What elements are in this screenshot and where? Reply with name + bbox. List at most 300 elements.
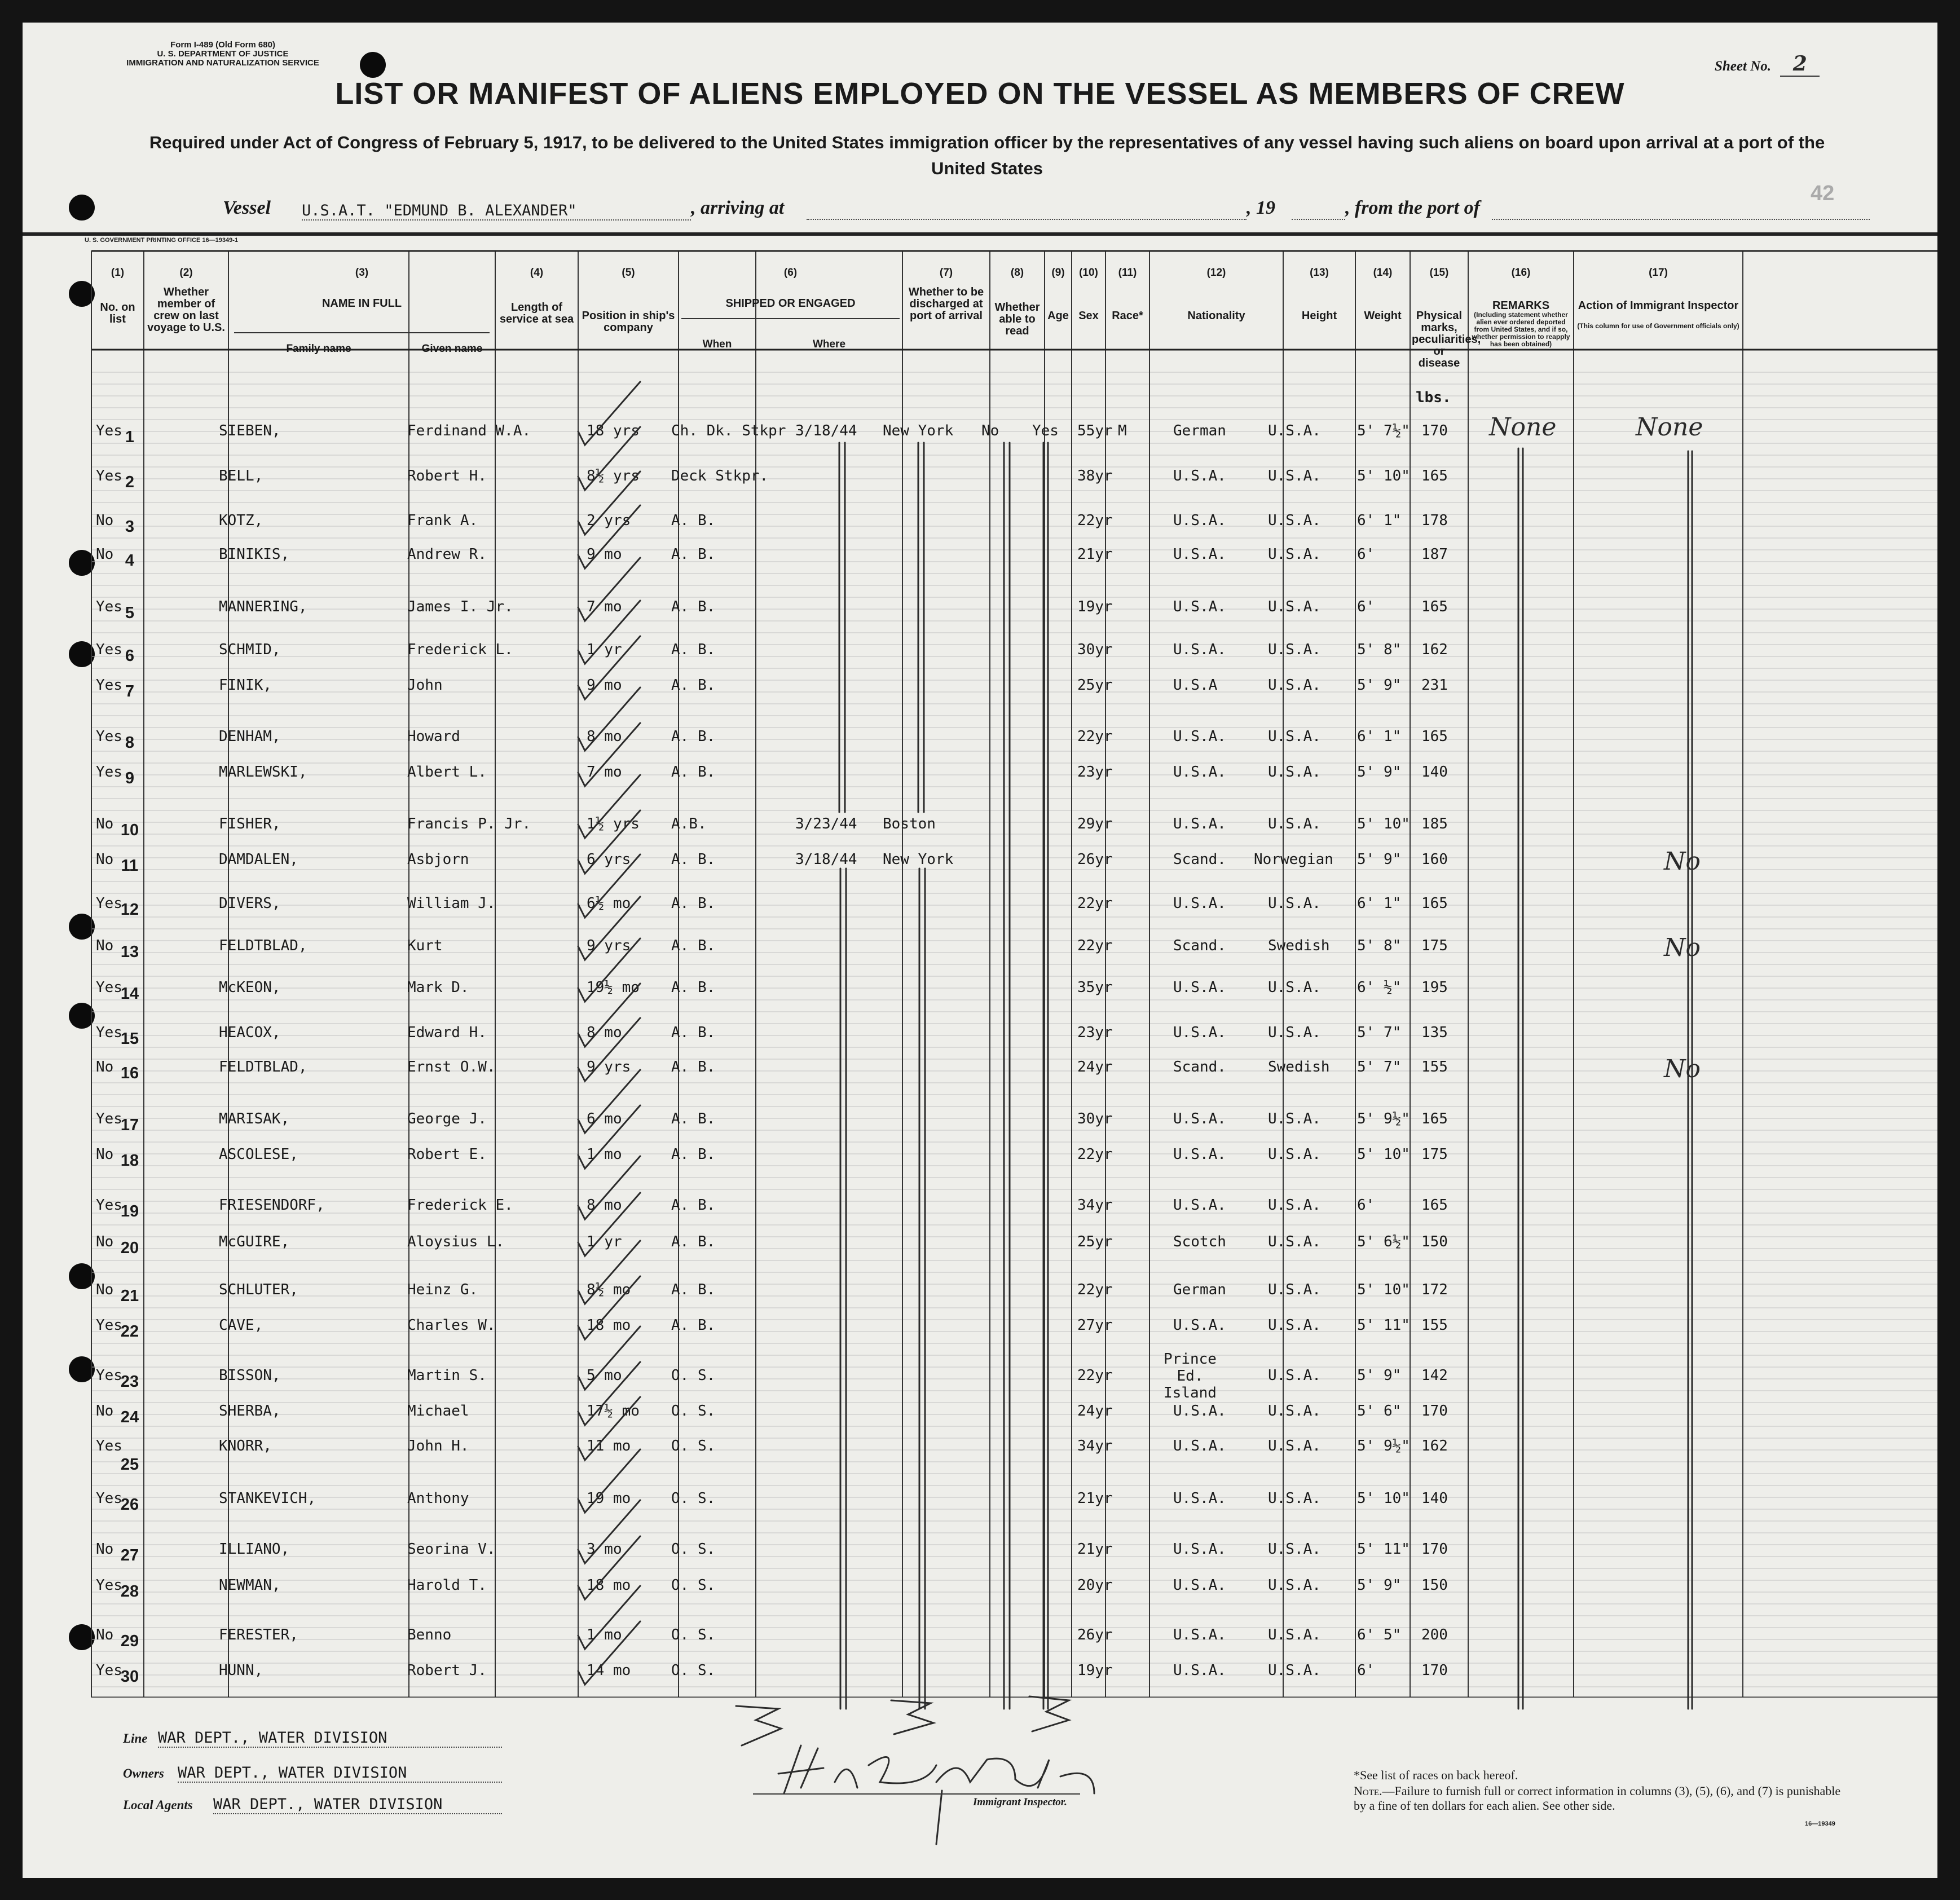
given-name: Kurt [407,937,443,954]
whether-last-voyage: Yes [96,598,122,615]
column-header: SHIPPED OR ENGAGED [725,297,856,310]
family-name: KNORR, [219,1438,272,1454]
given-name: Frank A. [407,512,478,529]
weight: 200 [1421,1626,1448,1643]
row-number: 4 [125,552,135,570]
length-of-service: 3 mo [587,1541,622,1558]
weight: 162 [1421,641,1448,658]
whether-last-voyage: Yes [96,1110,122,1127]
weight: 165 [1421,728,1448,745]
length-of-service: 1 mo [587,1146,622,1163]
nationality: U.S.A. [1268,1626,1321,1643]
column-header: Whether member of crew on last voyage to U.S. [147,286,225,334]
row-number: 16 [120,1064,139,1082]
weight: 172 [1421,1281,1448,1298]
age: 23yr [1077,764,1113,781]
position: A. B. [671,728,716,745]
given-name: William J. [407,895,496,912]
family-name: MANNERING, [219,598,307,615]
nationality: U.S.A. [1268,546,1321,563]
race: U.S.A. [1173,1541,1226,1558]
column-header: Physical marks, peculiarities, or disease [1412,310,1481,369]
family-name: FELDTBLAD, [219,937,307,954]
given-name: Robert E. [407,1146,487,1163]
column-number: (3) [355,267,369,279]
penalty-note [1354,1784,1850,1813]
family-name: SCHMID, [219,641,281,658]
position: A. B. [671,895,716,912]
weight: 187 [1421,546,1448,563]
position: O. S. [671,1662,716,1679]
weight: 155 [1421,1317,1448,1334]
shipped-when: 3/23/44 [795,815,857,832]
nationality: U.S.A. [1268,728,1321,745]
age: 25yr [1077,677,1113,694]
given-name: Ernst O.W. [407,1059,496,1075]
remarks: No [1664,847,1701,876]
length-of-service: 18 mo [587,1577,631,1594]
age: 24yr [1077,1403,1113,1420]
row-number: 25 [120,1456,139,1474]
line-label: Line [123,1731,148,1745]
family-name: MARLEWSKI, [219,764,307,781]
weight: 178 [1421,512,1448,529]
race: U.S.A. [1173,979,1226,996]
length-of-service: 19½ mo [587,979,640,996]
given-name: Charles W. [407,1317,496,1334]
race: U.S.A [1173,677,1218,694]
height: 5' 7" [1357,1024,1402,1041]
ink-stroke [1029,1696,1069,1731]
family-name: ILLIANO, [219,1541,290,1558]
nationality: U.S.A. [1268,512,1321,529]
weight: 135 [1421,1024,1448,1041]
note-label: Note. [1354,1784,1382,1798]
age: 26yr [1077,1626,1113,1643]
given-name: Aloysius L. [407,1233,505,1250]
whether-last-voyage: No [96,1281,114,1298]
family-name: STANKEVICH, [219,1490,316,1507]
age: 22yr [1077,728,1113,745]
race: German [1173,422,1226,439]
height: 5' 10" [1357,468,1410,484]
family-name: HUNN, [219,1662,263,1679]
family-name: CAVE, [219,1317,263,1334]
height: 5' 9" [1357,851,1402,868]
height: 6' [1357,546,1375,563]
height: 5' 8" [1357,641,1402,658]
length-of-service: 8 mo [587,728,622,745]
age: 22yr [1077,1146,1113,1163]
family-name: SIEBEN, [219,422,281,439]
given-name: Michael [407,1403,469,1420]
race: U.S.A. [1173,764,1226,781]
ink-stroke [891,1700,933,1734]
column-header: REMARKS [1492,299,1550,312]
given-name: Robert H. [407,468,487,484]
whether-last-voyage: Yes [96,641,122,658]
row-number: 1 [125,428,135,446]
given-name: Martin S. [407,1367,487,1384]
nationality: U.S.A. [1268,895,1321,912]
nationality: U.S.A. [1268,979,1321,996]
whether-last-voyage: Yes [96,979,122,996]
nationality: U.S.A. [1268,1367,1321,1384]
race: U.S.A. [1173,1403,1226,1420]
length-of-service: 18 mo [587,1317,631,1334]
whether-last-voyage: Yes [96,1367,122,1384]
row-number: 2 [125,473,135,491]
ink-stroke [736,1706,781,1745]
agents-value: WAR DEPT., WATER DIVISION [213,1796,502,1814]
family-name: McKEON, [219,979,281,996]
race: U.S.A. [1173,468,1226,484]
position: A. B. [671,1059,716,1075]
nationality: U.S.A. [1268,677,1321,694]
height: 5' 11" [1357,1541,1410,1558]
position: A. B. [671,1146,716,1163]
age: 21yr [1077,546,1113,563]
age: 19yr [1077,1662,1113,1679]
age: 22yr [1077,1281,1113,1298]
column-subheader: Given name [421,343,483,355]
height: 5' 7" [1357,1059,1402,1075]
given-name: Ferdinand W.A. [407,422,531,439]
whether-last-voyage: Yes [96,1197,122,1214]
family-name: SCHLUTER, [219,1281,298,1298]
whether-last-voyage: Yes [96,1317,122,1334]
whether-last-voyage: Yes [96,422,122,439]
height: 5' 10" [1357,1281,1410,1298]
weight: 170 [1421,1403,1448,1420]
height: 5' 10" [1357,1146,1410,1163]
column-header: Whether able to read [994,301,1040,337]
whether-last-voyage: No [96,1403,114,1420]
nationality: U.S.A. [1268,1577,1321,1594]
column-number: (4) [530,267,544,279]
weight: 165 [1421,1197,1448,1214]
family-name: DENHAM, [219,728,281,745]
row-number: 20 [120,1239,139,1257]
row-number: 26 [120,1496,139,1514]
nationality: U.S.A. [1268,598,1321,615]
position: O. S. [671,1541,716,1558]
position: A. B. [671,1281,716,1298]
family-name: ASCOLESE, [219,1146,298,1163]
weight: 170 [1421,422,1448,439]
row-number: 9 [125,769,135,787]
length-of-service: 2 yrs [587,512,631,529]
family-name: DAMDALEN, [219,851,298,868]
owners-value: WAR DEPT., WATER DIVISION [178,1764,502,1783]
given-name: Benno [407,1626,452,1643]
given-name: Robert J. [407,1662,487,1679]
row-number: 7 [125,682,135,700]
weight: 175 [1421,1146,1448,1163]
column-number: (16) [1511,267,1531,279]
whether-last-voyage: Yes [96,1024,122,1041]
given-name: Howard [407,728,460,745]
given-name: John H. [407,1438,469,1454]
whether-last-voyage: No [96,937,114,954]
position: A. B. [671,546,716,563]
row-number: 8 [125,734,135,752]
age: 24yr [1077,1059,1113,1075]
column-note: (Including statement whether alien ever ordered deported from United States, and if so, whether permission to reapply has been obtained) [1472,311,1570,348]
nationality: U.S.A. [1268,1024,1321,1041]
row-number: 18 [120,1152,139,1170]
whether-last-voyage: Yes [96,764,122,781]
able-to-read: Yes [1032,422,1059,439]
nationality: U.S.A. [1268,641,1321,658]
length-of-service: 1 yr [587,641,622,658]
page-mark: 42 [1811,182,1835,205]
position: A. B. [671,979,716,996]
column-header: Age [1047,310,1069,322]
position: O. S. [671,1403,716,1420]
nationality: U.S.A. [1268,1541,1321,1558]
length-of-service: 6½ mo [587,895,631,912]
shipped-where: New York [883,851,954,868]
form-id-line: U. S. DEPARTMENT OF JUSTICE [157,49,289,59]
family-name: BINIKIS, [219,546,290,563]
given-name: John [407,677,443,694]
nationality: U.S.A. [1268,1110,1321,1127]
race: U.S.A. [1173,728,1226,745]
column-header: NAME IN FULL [321,297,402,310]
height: 5' 9½" [1357,1438,1410,1454]
column-number: (17) [1649,267,1668,279]
inspector-signature [778,1745,1094,1844]
position: O. S. [671,1626,716,1643]
weight: 170 [1421,1541,1448,1558]
race: U.S.A. [1173,1146,1226,1163]
whether-last-voyage: Yes [96,728,122,745]
owners-label: Owners [123,1766,164,1780]
age: 23yr [1077,1024,1113,1041]
position: Ch. Dk. Stkpr [671,422,786,439]
family-name: FINIK, [219,677,272,694]
given-name: Asbjorn [407,851,469,868]
family-name: FRIESENDORF, [219,1197,325,1214]
nationality: Swedish [1268,1059,1330,1075]
length-of-service: 1 mo [587,1626,622,1643]
given-name: Albert L. [407,764,487,781]
weight: 165 [1421,1110,1448,1127]
sheet-number-label: Sheet No. [1715,59,1771,74]
race: U.S.A. [1173,1577,1226,1594]
weight: 175 [1421,937,1448,954]
position: A. B. [671,641,716,658]
given-name: Harold T. [407,1577,487,1594]
age: 22yr [1077,937,1113,954]
position: A. B. [671,764,716,781]
age: 34yr [1077,1197,1113,1214]
length-of-service: 19 mo [587,1490,631,1507]
column-header: Position in ship's company [582,310,675,334]
weight: 165 [1421,598,1448,615]
race: U.S.A. [1173,1490,1226,1507]
remarks: No [1664,933,1701,962]
given-name: Andrew R. [407,546,487,563]
weight: 170 [1421,1662,1448,1679]
race: Prince Ed. Island [1164,1351,1217,1401]
given-name: Mark D. [407,979,469,996]
length-of-service: 1 yr [587,1233,622,1250]
arriving-label: , arriving at [691,197,785,218]
column-subheader: Where [812,338,846,350]
note-text: —Failure to furnish full or correct information in columns (3), (5), (6), and (7) is punishable by a fine of ten dollars for each alien. See other side. [1354,1784,1841,1813]
weight: 142 [1421,1367,1448,1384]
row-number: 29 [120,1632,139,1650]
page-title: LIST OR MANIFEST OF ALIENS EMPLOYED ON THE VESSEL AS MEMBERS OF CREW [335,77,1625,111]
height: 6' [1357,1662,1375,1679]
column-subheader: Family name [286,343,351,355]
form-code: 16—19349 [1805,1820,1835,1827]
weight: 165 [1421,895,1448,912]
family-name: FISHER, [219,815,281,832]
weight: 185 [1421,815,1448,832]
race: Scand. [1173,1059,1226,1075]
column-number: (10) [1079,267,1098,279]
age: 19yr [1077,598,1113,615]
column-number: (7) [939,267,953,279]
weight: 150 [1421,1233,1448,1250]
discharged-at-arrival: No [981,422,999,439]
weight: 150 [1421,1577,1448,1594]
column-number: (1) [111,267,125,279]
family-name: HEACOX, [219,1024,281,1041]
height: 5' 9" [1357,1367,1402,1384]
length-of-service: 9 mo [587,546,622,563]
age: 22yr [1077,1367,1113,1384]
row-number: 11 [121,857,139,875]
position: A. B. [671,1024,716,1041]
column-header: Weight [1364,310,1402,322]
whether-last-voyage: No [96,1233,114,1250]
row-number: 15 [120,1030,139,1048]
family-name: NEWMAN, [219,1577,281,1594]
row-number: 23 [120,1373,139,1391]
column-number: (9) [1051,267,1065,279]
age: 29yr [1077,815,1113,832]
column-number: (8) [1010,267,1024,279]
column-header: Race* [1112,310,1143,322]
whether-last-voyage: Yes [96,677,122,694]
whether-last-voyage: No [96,851,114,868]
position: O. S. [671,1438,716,1454]
age: 25yr [1077,1233,1113,1250]
row-number: 14 [120,985,139,1003]
given-name: George J. [407,1110,487,1127]
age: 55yr [1077,422,1113,439]
position: A. B. [671,512,716,529]
height: 6' ½" [1357,979,1402,996]
row-number: 6 [125,647,135,665]
column-number: (2) [179,267,193,279]
line-value: WAR DEPT., WATER DIVISION [158,1729,502,1748]
height: 5' 10" [1357,1490,1410,1507]
nationality: U.S.A. [1268,1146,1321,1163]
races-note: *See list of races on back hereof. [1354,1768,1518,1782]
shipped-where: New York [883,422,954,439]
height: 5' 6½" [1357,1233,1410,1250]
race: U.S.A. [1173,641,1226,658]
vessel-name: U.S.A.T. "EDMUND B. ALEXANDER" [302,202,691,221]
whether-last-voyage: Yes [96,468,122,484]
weight: 165 [1421,468,1448,484]
height: 5' 7½" [1357,422,1410,439]
given-name: Edward H. [407,1024,487,1041]
age: 34yr [1077,1438,1113,1454]
row-number: 21 [120,1287,139,1305]
page-subtitle: Required under Act of Congress of February 5, 1917, to be delivered to the United States immigration officer by the representatives of any vessel having such aliens on board upon arrival at a port of the United States [149,133,1825,178]
column-number: (5) [622,267,635,279]
whether-last-voyage: Yes [96,895,122,912]
nationality: U.S.A. [1268,1662,1321,1679]
shipped-where: Boston [883,815,936,832]
age: 38yr [1077,468,1113,484]
whether-last-voyage: No [96,1146,114,1163]
height: 6' [1357,598,1375,615]
position: O. S. [671,1367,716,1384]
length-of-service: 8 mo [587,1197,622,1214]
column-header: Action of Immigrant Inspector [1578,299,1739,312]
row-number: 5 [125,604,135,622]
age: 21yr [1077,1490,1113,1507]
race: U.S.A. [1173,546,1226,563]
nationality: U.S.A. [1268,1438,1321,1454]
nationality: U.S.A. [1268,1317,1321,1334]
vessel-label: Vessel [223,197,271,218]
row-number: 10 [120,821,139,839]
length-of-service: 8½ mo [587,1281,631,1298]
length-of-service: 7 mo [587,764,622,781]
race: Scand. [1173,851,1226,868]
column-number: (14) [1373,267,1393,279]
family-name: MARISAK, [219,1110,290,1127]
race: U.S.A. [1173,1438,1226,1454]
given-name: James I. Jr. [407,598,513,615]
whether-last-voyage: No [96,815,114,832]
height: 5' 6" [1357,1403,1402,1420]
whether-last-voyage: Yes [96,1438,122,1454]
height: 5' 11" [1357,1317,1410,1334]
column-number: (12) [1206,267,1226,279]
given-name: Heinz G. [407,1281,478,1298]
manifest-sheet [23,23,1937,1878]
length-of-service: 6 yrs [587,851,631,868]
family-name: FERESTER, [219,1626,298,1643]
nationality: U.S.A. [1268,1233,1321,1250]
nationality: U.S.A. [1268,1197,1321,1214]
row-number: 19 [120,1202,139,1220]
family-name: McGUIRE, [219,1233,290,1250]
length-of-service: 18 yrs [587,422,640,439]
height: 6' 1" [1357,512,1402,529]
family-name: BELL, [219,468,263,484]
column-header: Height [1301,310,1337,322]
height: 6' 1" [1357,895,1402,912]
column-header: No. on list [100,301,135,325]
race: U.S.A. [1173,598,1226,615]
height: 6' 5" [1357,1626,1402,1643]
race: U.S.A. [1173,895,1226,912]
height: 5' 9" [1357,764,1402,781]
age: 27yr [1077,1317,1113,1334]
position: A. B. [671,1317,716,1334]
race: U.S.A. [1173,1626,1226,1643]
